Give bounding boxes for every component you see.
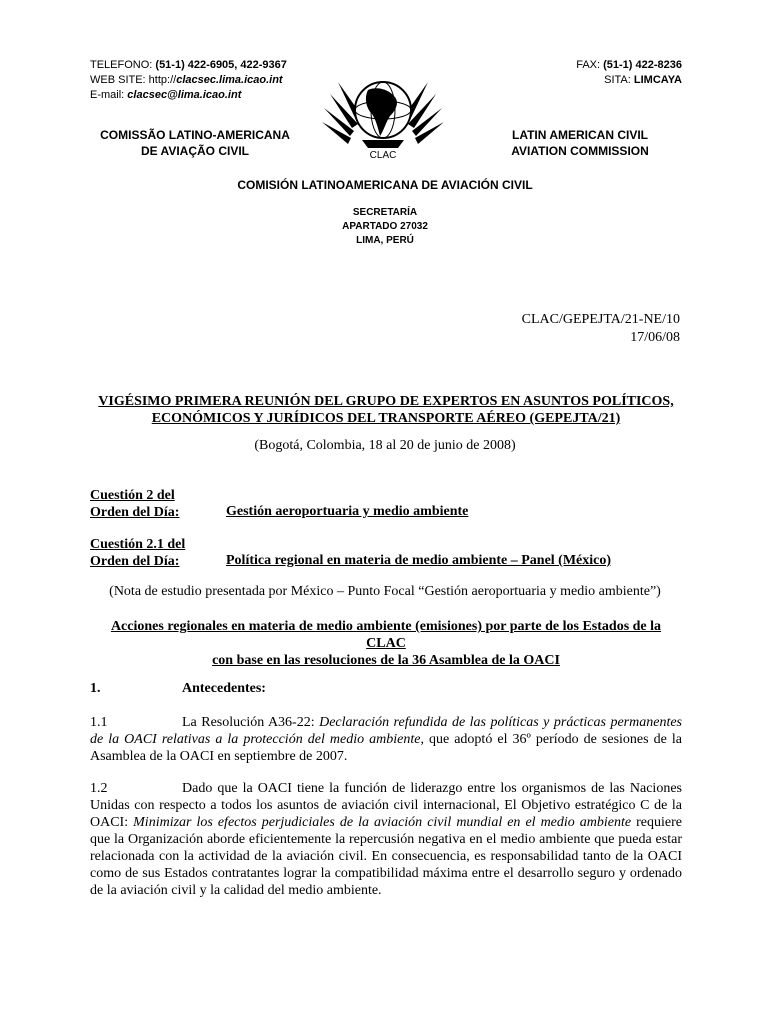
section-title: Antecedentes: (182, 681, 266, 696)
agenda-item-value: Política regional en materia de medio ambiente – Panel (México) (226, 553, 612, 568)
paper-subtitle: Acciones regionales en materia de medio ambiente (emisiones) por parte de los Estados de la CLAC con base en las resoluciones de la 36 Asamblea de la OACI (110, 619, 662, 668)
sita-line: SITA: LIMCAYA (604, 74, 682, 86)
document-reference (522, 311, 680, 347)
contact-info-left (90, 58, 287, 103)
meeting-title: VIGÉSIMO PRIMERA REUNIÓN DEL GRUPO DE EXPERTOS EN ASUNTOS POLÍTICOS, ECONÓMICOS Y JURÍDICOS DEL TRANSPORTE AÉREO (GEPEJTA/21) (98, 394, 674, 426)
document-code: CLAC/GEPEJTA/21-NE/10 (521, 312, 680, 327)
paragraph: 1.2 Dado que la OACI tiene la función de liderazgo entre los organismos de las Naciones Unidas con respecto a todos los asuntos de aviación civil internacional, El Objetivo estratégico C de la OACI: Minimizar los efectos perjudiciales de la aviación civil mundial en el medio ambiente requiere que la Organización aborde eficientemente la repercusión negativa en el medio ambiente que pueda estar relacionada con la actividad de la aviación civil. En consecuencia, es responsabilidad tanto de la OACI como de sus Estados contratantes lograr la compatibilidad máxima entre el desarrollo seguro y ordenado de la aviación civil y la calidad del medio ambiente. (90, 781, 682, 898)
email-line: E-mail: clacsec@lima.icao.int (90, 89, 242, 101)
org-name-english: LATIN AMERICAN CIVIL AVIATION COMMISSION (511, 128, 649, 158)
agenda-item-label: Cuestión 2.1 del Orden del Día: (90, 537, 186, 569)
study-note: (Nota de estudio presentada por México – Punto Focal “Gestión aeroportuaria y medio ambiente”) (109, 584, 661, 599)
org-name-portuguese: COMISSÃO LATINO-AMERICANA DE AVIAÇÃO CIVIL (100, 128, 290, 158)
paragraph-number: 1.2 (90, 781, 108, 796)
section-number: 1. (90, 681, 101, 696)
document-date: 17/06/08 (630, 330, 680, 345)
logo-label: CLAC (369, 150, 397, 161)
paragraph-number: 1.1 (90, 715, 108, 730)
fax-line: FAX: (51-1) 422-8236 (576, 59, 682, 71)
org-name-spanish: COMISIÓN LATINOAMERICANA DE AVIACIÓN CIVIL (237, 178, 533, 192)
telefono-line: TELEFONO: (51-1) 422-6905, 422-9367 (90, 59, 287, 71)
email-value: clacsec@lima.icao.int (127, 89, 242, 101)
fax-value: (51-1) 422-8236 (603, 59, 682, 71)
contact-info-right (576, 58, 682, 88)
sita-value: LIMCAYA (633, 74, 682, 86)
agenda-item-label: Cuestión 2 del Orden del Día: (90, 488, 180, 520)
telefono-value: (51-1) 422-6905, 422-9367 (155, 59, 287, 71)
secretariat-address: SECRETARÍA APARTADO 27032 LIMA, PERÚ (342, 207, 428, 246)
website-value: clacsec.lima.icao.int (176, 74, 283, 86)
website-line: WEB SITE: http://clacsec.lima.icao.int (90, 74, 283, 86)
paragraph: 1.1 La Resolución A36-22: Declaración refundida de las políticas y prácticas permanentes de la OACI relativas a la protección del medio ambiente, que adoptó el 36º período de sesiones de la Asamblea de la OACI en septiembre de 2007. (90, 715, 682, 764)
meeting-venue: (Bogotá, Colombia, 18 al 20 de junio de 2008) (254, 438, 516, 453)
agenda-item-value: Gestión aeroportuaria y medio ambiente (226, 504, 469, 519)
